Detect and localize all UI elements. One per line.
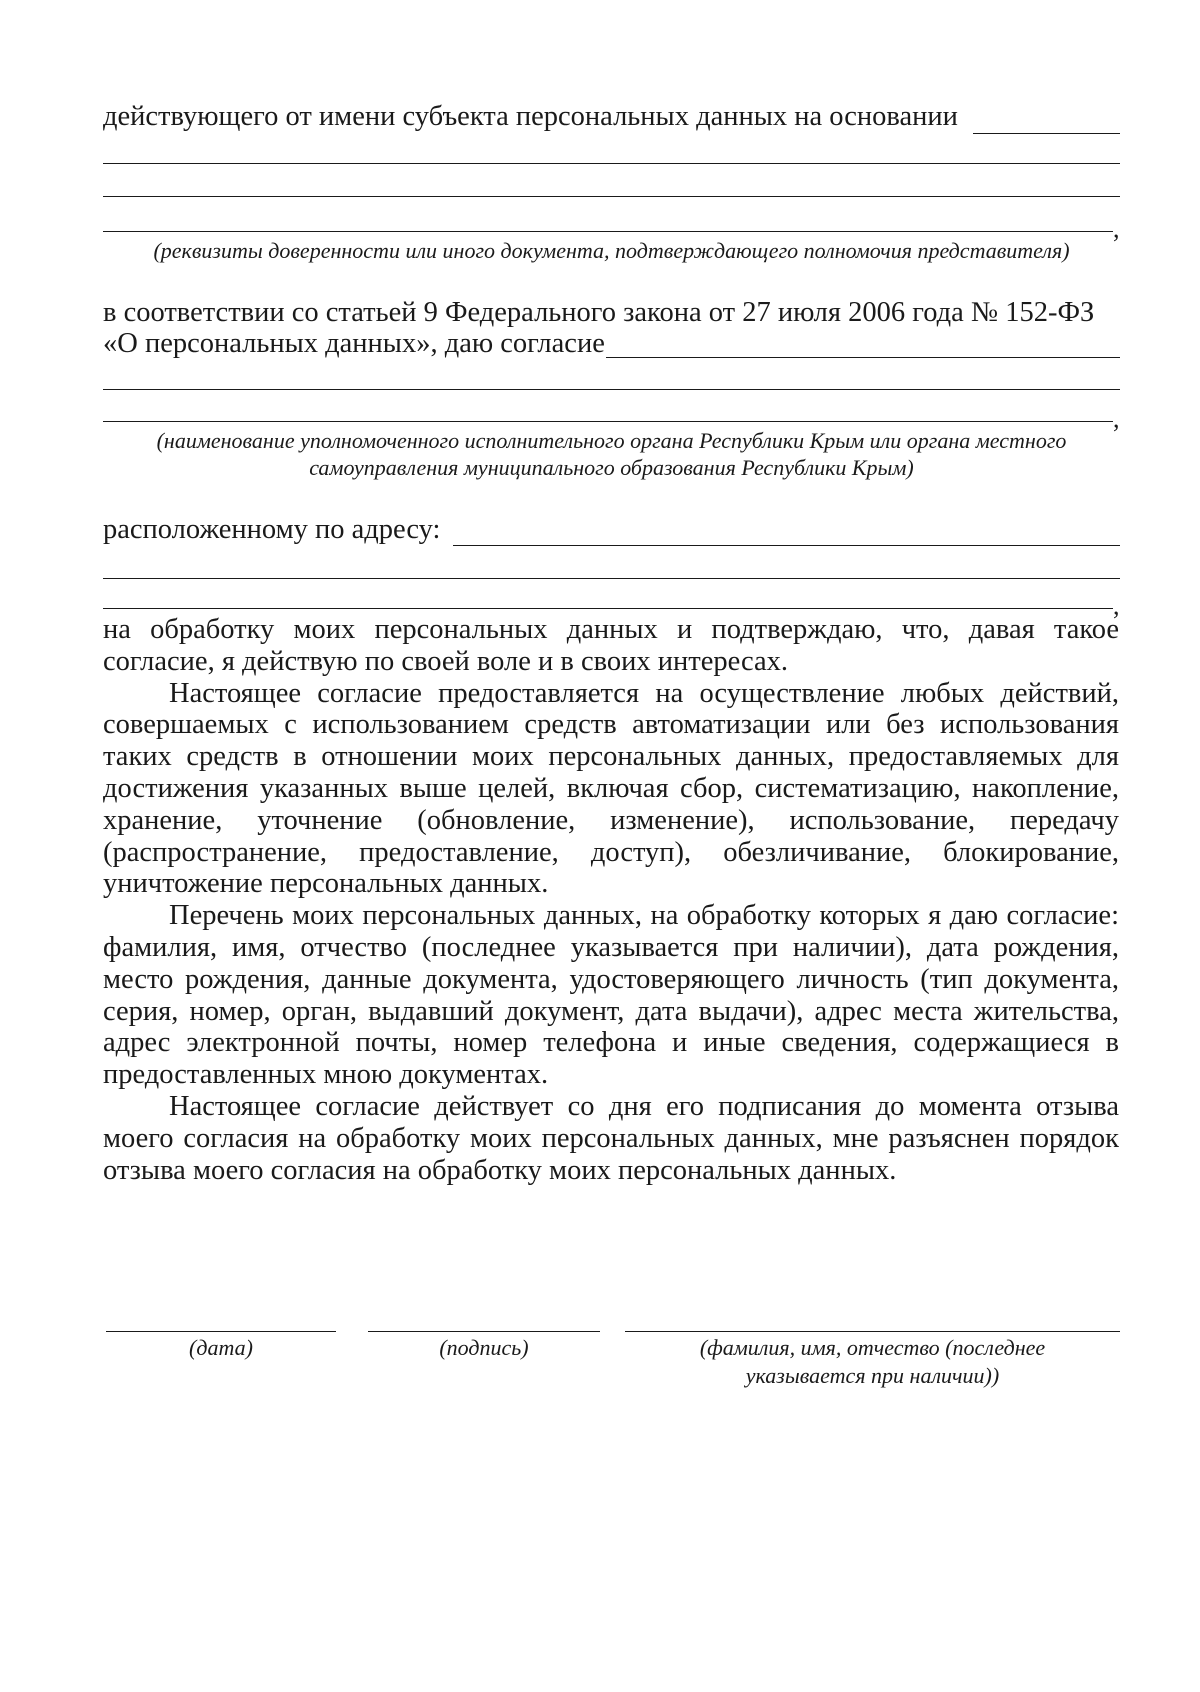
authority-field-line — [606, 357, 1120, 358]
blank-line — [103, 196, 1120, 197]
representative-basis-text: действующего от имени субъекта персональных данных на основании — [103, 101, 958, 132]
comma: , — [1113, 214, 1120, 243]
authority-caption-line-1: (наименование уполномоченного исполнительного органа Республики Крым или органа местного — [156, 428, 1067, 453]
comma: , — [1113, 404, 1120, 433]
validity-paragraph: Настоящее согласие действует со дня его подписания до момента отзыва моего согласия на обработку моих персональных данных, мне разъяснен порядок отзыва моего согласия на обработку моих персональных данных. — [103, 1090, 1119, 1186]
blank-line — [103, 389, 1120, 390]
address-label: расположенному по адресу: — [103, 514, 441, 545]
blank-line — [103, 163, 1120, 164]
consent-given-text: «О персональных данных», даю согласие — [103, 328, 605, 359]
date-field-line — [106, 1331, 336, 1332]
law-reference-text: в соответствии со статьей 9 Федерального закона от 27 июля 2006 года № 152-ФЗ — [103, 297, 1095, 328]
blank-line — [103, 608, 1113, 609]
consent-body — [103, 614, 1119, 1186]
consent-paragraph-line-1: на обработку моих персональных данных и подтверждаю, что, давая такое — [103, 614, 1119, 645]
blank-line — [103, 231, 1113, 232]
data-list-paragraph: Перечень моих персональных данных, на обработку которых я даю согласие: фамилия, имя, отчество (последнее указывается при наличии), дата рождения, место рождения, данные документа, удостоверяющего личность (тип документа, серия, номер, орган, выдавший документ, дата выдачи), адрес места жительства, адрес электронной почты, номер телефона и иные сведения, содержащиеся в предоставленных мною документах. — [103, 900, 1119, 1091]
power-of-attorney-caption: (реквизиты доверенности или иного документа, подтверждающего полномочия представителя) — [153, 238, 1070, 263]
date-label: (дата) — [189, 1335, 253, 1360]
blank-line — [103, 578, 1120, 579]
basis-field-line — [973, 133, 1120, 134]
authority-caption-line-2: самоуправления муниципального образования Республики Крым) — [309, 455, 914, 480]
signature-field-line — [368, 1331, 600, 1332]
consent-paragraph-line-2: согласие, я действую по своей воле и в своих интересах. — [103, 645, 788, 677]
full-name-field-line — [625, 1331, 1120, 1332]
address-field-line — [453, 545, 1120, 546]
full-name-label-line-1: (фамилия, имя, отчество (последнее — [699, 1335, 1046, 1360]
blank-line — [103, 421, 1113, 422]
actions-paragraph: Настоящее согласие предоставляется на осуществление любых действий, совершаемых с использованием средств автоматизации или без использования таких средств в отношении моих персональных данных, предоставляемых для достижения указанных выше целей, включая сбор, систематизацию, накопление, хранение, уточнение (обновление, изменение), использование, передачу (распространение, предоставление, доступ), обезличивание, блокирование, уничтожение персональных данных. — [103, 677, 1119, 900]
comma: , — [1113, 591, 1120, 620]
signature-label: (подпись) — [439, 1335, 529, 1360]
full-name-label-line-2: указывается при наличии)) — [745, 1363, 1000, 1388]
